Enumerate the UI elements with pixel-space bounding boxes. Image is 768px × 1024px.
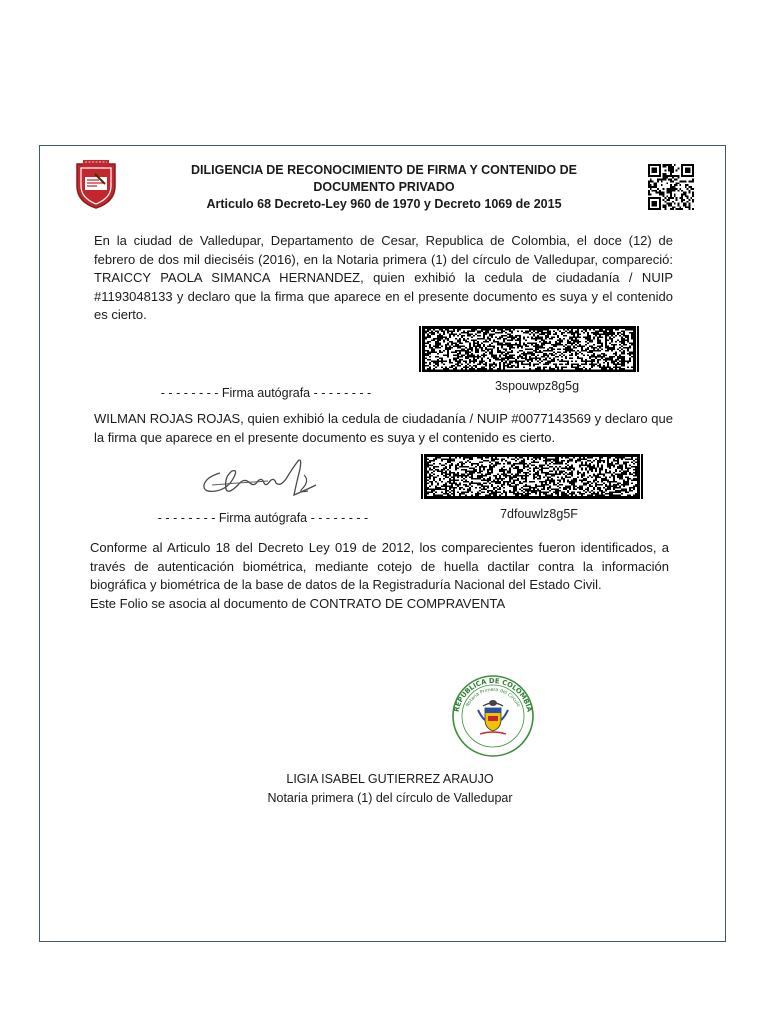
notary-seal-icon <box>444 672 542 760</box>
handwritten-signature-icon <box>198 455 324 505</box>
qr-code-icon <box>648 164 694 210</box>
appearance-paragraph-1: En la ciudad de Valledupar, Departamento de Cesar, Republica de Colombia, el doce (12) de febrero de dos mil dieciséis (2016), en la Notaria primera (1) del círculo de Valledupar, compareció: TRAICCY PAOLA SIMANCA HERNANDEZ, quien exhibió la cedula de ciudadanía / NUIP #1193048133 y declaro que la firma que aparece en el presente documento es suya y el contenido es cierto. <box>94 233 673 323</box>
document-title <box>150 162 618 213</box>
notary-office: Notaria primera (1) del círculo de Valledupar <box>267 791 513 805</box>
appearance-paragraph-2: WILMAN ROJAS ROJAS, quien exhibió la cedula de ciudadanía / NUIP #0077143569 y declaro que la firma que aparece en el presente documento es suya y el contenido es cierto. <box>94 411 673 445</box>
seal-inner-text: Notaria Primera del Circulo <box>465 687 521 708</box>
signature-line-1: - - - - - - - - Firma autógrafa - - - - - - - - <box>160 386 372 400</box>
notary-name: LIGIA ISABEL GUTIERREZ ARAUJO <box>286 772 494 786</box>
title-line-1: DILIGENCIA DE RECONOCIMIENTO DE FIRMA Y CONTENIDO DE <box>191 163 577 177</box>
barcode-1-code: 3spouwpz8g5g <box>494 379 580 393</box>
biometric-paragraph <box>90 539 669 613</box>
barcode-2-image <box>421 454 643 499</box>
seal-ring-text: REPUBLICA DE COLOMBIA <box>452 676 534 713</box>
biometric-text: Conforme al Articulo 18 del Decreto Ley 019 de 2012, los comparecientes fueron identificados, a través de autenticación biométrica, mediante cotejo de huella dactilar contra la información biográfica y biométrica de la base de datos de la Registraduría Nacional del Estado Civil. <box>90 540 669 593</box>
signature-line-2: - - - - - - - - Firma autógrafa - - - - - - - - <box>157 511 369 525</box>
notary-logo-icon <box>71 158 121 210</box>
title-line-3: Articulo 68 Decreto-Ley 960 de 1970 y Decreto 1069 de 2015 <box>206 197 562 211</box>
title-line-2: DOCUMENTO PRIVADO <box>313 180 455 194</box>
barcode-1-image <box>419 326 639 372</box>
barcode-2-code: 7dfouwlz8g5F <box>500 507 578 521</box>
folio-association-text: Este Folio se asocia al documento de CONTRATO DE COMPRAVENTA <box>90 595 506 611</box>
